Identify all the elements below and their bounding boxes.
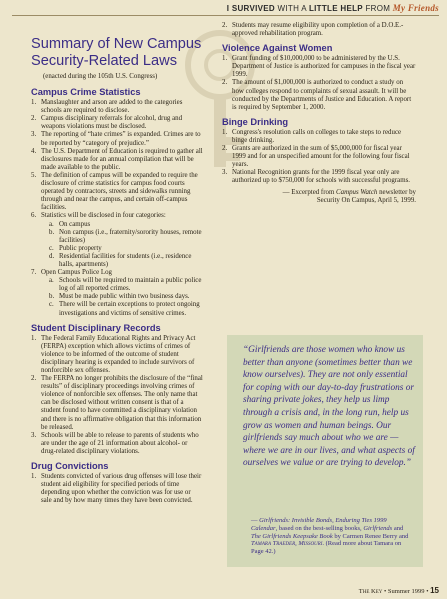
heading-drug-convictions: Drug Convictions	[31, 461, 109, 472]
sub-list	[41, 277, 203, 317]
sub-list-item: b. Non campus (i.e., fraternity/sorority houses, remote facilities)	[49, 228, 202, 244]
right-column	[222, 22, 416, 205]
list-item: 1. Congress's resolution calls on colleges to take steps to reduce binge drinking.	[222, 128, 402, 144]
list-item: 3. National Recognition grants for the 1999 fiscal year only are authorized up to $750,000 for schools with successful programs.	[222, 169, 410, 185]
list-item: 2. Campus disciplinary referrals for alcohol, drug and weapons violations must be disclosed.	[31, 115, 183, 131]
sub-list-item: a. Schools will be required to maintain a public police log of all reported crimes.	[49, 277, 202, 293]
violence-list	[222, 55, 416, 112]
binge-list	[222, 129, 416, 186]
list-item: 7. Open Campus Police Log a. Schools will be required to maintain a public police log of all reported crimes. b. Must be made public within two business days. c. There will be certain exceptions to protect ongoing investigations and victims of sensitive crimes.	[31, 269, 202, 317]
excerpt-credit: — Excerpted from Campus Watch newsletter by Security On Campus, April 5, 1999.	[282, 188, 416, 204]
sub-list-item: c. There will be certain exceptions to protect ongoing investigations and victims of sensitive crimes.	[49, 301, 200, 317]
list-item: 3. The reporting of “hate crimes” is expanded. Crimes are to be reported by “category of prejudice.”	[31, 131, 201, 147]
drug-item-1: Students convicted of various drug offenses will lose their student aid eligibility for specified periods of time depending upon whether the conviction was for use or sale and by how many times they have been convicted.	[41, 473, 202, 505]
list-item: 2. Grants are authorized in the sum of $5,000,000 for fiscal year 1999 and for an unspecified amount for the following four fiscal years.	[222, 145, 410, 169]
sub-list-item: b. Must be made public within two business days.	[49, 293, 190, 301]
pull-quote-text: “Girlfriends are those women who know us better than anyone (sometimes better than we know ourselves). They are not only essential for coping with our day-to-day frustrations or sharing private jokes, they help us limp through a crisis and, in the long run, help us grow as women and human beings. Our girlfriends say much about who we are — where we are in our lives, and what aspects of ourselves we value or are trying to develop.”	[243, 345, 415, 469]
list-item: 1. The Federal Family Educational Rights and Privacy Act (FERPA) exception which allows victims of crimes of violence to be informed of the outcome of student disciplinary hearing is expanded to include survivors of nonforcible sex offenses.	[31, 334, 196, 374]
list-item: 1. Students convicted of various drug offenses will lose their student aid eligibility for specified periods of time depending upon whether the conviction was for use or sale and by how many times they have been convicted.	[31, 473, 202, 505]
sub-list-item: c. Public property	[49, 244, 102, 252]
heading-binge-drinking: Binge Drinking	[222, 116, 289, 127]
list-item: 5. The definition of campus will be expanded to require the disclosure of crime statistics for campus food courts operated by contractors, streets and sidewalks running through and near the campus, and certain off-campus facilities.	[31, 171, 198, 212]
list-item: 2. Students may resume eligibility upon completion of a D.O.E.-approved rehabilitation program.	[222, 22, 404, 38]
sub-list-item: d. Residential facilities for students (i.e., residence halls, apartments)	[49, 252, 192, 268]
article-title: Summary of New Campus Security-Related Laws	[31, 36, 202, 69]
pull-quote-box	[227, 335, 423, 567]
disciplinary-list	[31, 335, 203, 456]
list-item: 1. Manslaughter and arson are added to the categories schools are required to disclose.	[31, 99, 183, 115]
crime-statistics-list	[31, 99, 203, 318]
page-number: 15	[430, 586, 439, 595]
heading-disciplinary-records: Student Disciplinary Records	[31, 322, 161, 333]
drug-list-part2	[222, 22, 416, 38]
running-header	[0, 0, 447, 20]
list-item: 6. Statistics will be disclosed in four categories: a. On campus b. Non campus (i.e., fraternity/sorority houses, remote facilities) c. Public property d. Residential facilities for students (i.e., residence halls, apartments)	[31, 212, 202, 268]
list-item: 1. Grant funding of $10,000,000 to be administered by the U.S. Department of Justice is authorized for campuses in the fiscal year 1999.	[222, 55, 416, 79]
sub-list	[41, 221, 203, 270]
pull-quote-citation: — Girlfriends: Invisible Bonds, Enduring Ties 1999 Calendar, based on the best-selling books, Girlfriends and The Girlfriends Keepsake Book by Carmen Renee Berry and Tamara Traeder, Missouri. (Read more about Tamara on Page 42.)	[251, 517, 409, 556]
section-title: I SURVIVED WITH A LITTLE HELP FROM My Friends	[226, 3, 439, 13]
article-subtitle: (enacted during the 105th U.S. Congress)	[43, 73, 158, 80]
list-item: 3. Schools will be able to release to parents of students who are under the age of 21 information about alcohol- or drug-related disciplinary violations.	[31, 431, 199, 455]
list-item: 2. The FERPA no longer prohibits the disclosure of the “final results” of disciplinary proceedings involving crimes of violence of nonforcible sex offenses. The only name that can be disclosed without written consent is that of a student found to have committed a disciplinary violation and there is no affirmative obligation that this information be released.	[31, 375, 203, 431]
list-item: 4. The U.S. Department of Education is required to gather all disclosures made for an annual compilation that will be made available to the public.	[31, 147, 203, 171]
heading-crime-statistics: Campus Crime Statistics	[31, 87, 141, 98]
list-item: 2. The amount of $1,000,000 is authorized to conduct a study on how colleges respond to complaints of sexual assault. It will be conducted by the Departments of Justice and Education. A report is required by September 1, 2000.	[222, 79, 412, 111]
left-column	[31, 22, 203, 505]
heading-violence-against-women: Violence Against Women	[222, 43, 333, 54]
header-rule	[12, 15, 439, 16]
drug-list-part1	[31, 473, 203, 505]
sub-list-item: a. On campus	[49, 220, 91, 228]
page-footer: The Key • Summer 1999 • 15	[358, 586, 439, 595]
